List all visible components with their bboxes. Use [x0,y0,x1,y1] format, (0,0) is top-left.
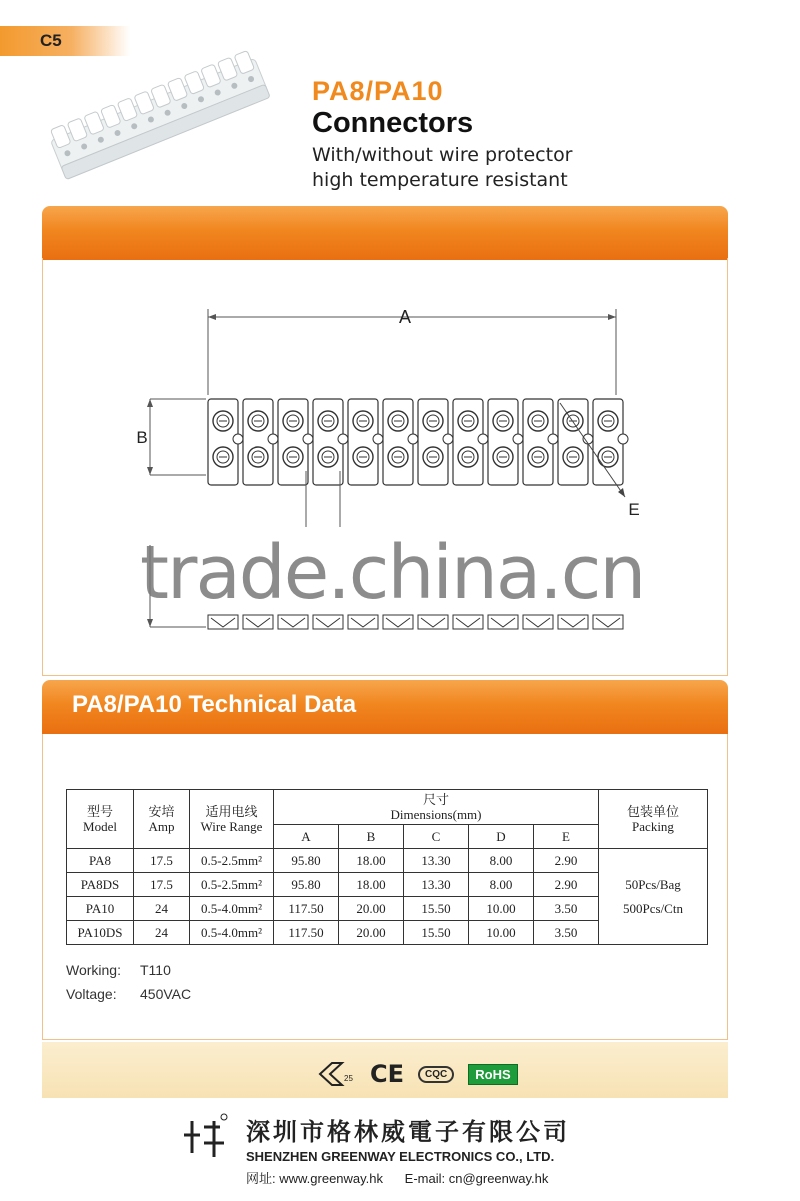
svg-text:25: 25 [344,1074,353,1083]
company-name-en: SHENZHEN GREENWAY ELECTRONICS CO., LTD. [246,1149,555,1164]
title-block [312,76,573,193]
rohs-badge: RoHS [468,1064,517,1085]
technical-data-table [66,789,708,945]
table-row: PA10 24 0.5-4.0mm² 117.50 20.00 15.50 10.00 3.50 [67,897,708,921]
cqc-mark-icon: CQC [418,1066,454,1083]
working-label: Working: [66,962,121,978]
diagram-panel-header [42,206,728,260]
header-model: 型号 Model [67,790,134,849]
header-dim-e: E [534,825,599,849]
voltage-label: Voltage: [66,986,117,1002]
header-dim-b: B [339,825,404,849]
email-link[interactable]: E-mail: cn@greenway.hk [404,1171,549,1186]
product-name: Connectors [312,107,474,139]
dimension-label-e: E [628,500,640,519]
spec-notes [66,958,191,1006]
voltage-value: 450VAC [140,986,192,1002]
dimension-label-a: A [398,307,412,327]
watermark: trade.china.cn [140,530,645,616]
header-dim-d: D [469,825,534,849]
table-row: PA8DS 17.5 0.5-2.5mm² 95.80 18.00 13.30 8.00 2.90 [67,873,708,897]
product-description-1: With/without wire protector [312,144,573,166]
company-info [246,1112,570,1187]
table-row: PA8 17.5 0.5-2.5mm² 95.80 18.00 13.30 8.00 2.90 50Pcs/Bag 500Pcs/Ctn [67,849,708,873]
header-packing: 包装单位 Packing [599,790,708,849]
page-number: C5 [40,31,62,50]
product-image [40,38,280,198]
header-dim-c: C [404,825,469,849]
table-row: PA10DS 24 0.5-4.0mm² 117.50 20.00 15.50 10.00 3.50 [67,921,708,945]
header-amp: 安培 Amp [134,790,190,849]
company-name-cn: 深圳市格林威電子有限公司 [246,1117,570,1146]
dimension-label-b: B [136,428,148,447]
product-model: PA8/PA10 [312,76,444,106]
tech-panel-header [42,680,728,734]
working-value: T110 [140,962,171,978]
header-dim-a: A [274,825,339,849]
header-wire-range: 适用电线 Wire Range [190,790,274,849]
company-logo-icon [180,1113,228,1161]
cb-mark-icon [318,1061,356,1087]
product-description-2: high temperature resistant [312,169,568,191]
header-dimensions: 尺寸 Dimensions(mm) [274,790,599,825]
ce-mark-icon: CE [370,1060,405,1088]
packing-cell: 50Pcs/Bag 500Pcs/Ctn [599,849,708,945]
tech-section-title: PA8/PA10 Technical Data [72,691,357,718]
website-link[interactable]: 网址: www.greenway.hk [246,1171,384,1186]
certification-logos [318,1060,518,1088]
